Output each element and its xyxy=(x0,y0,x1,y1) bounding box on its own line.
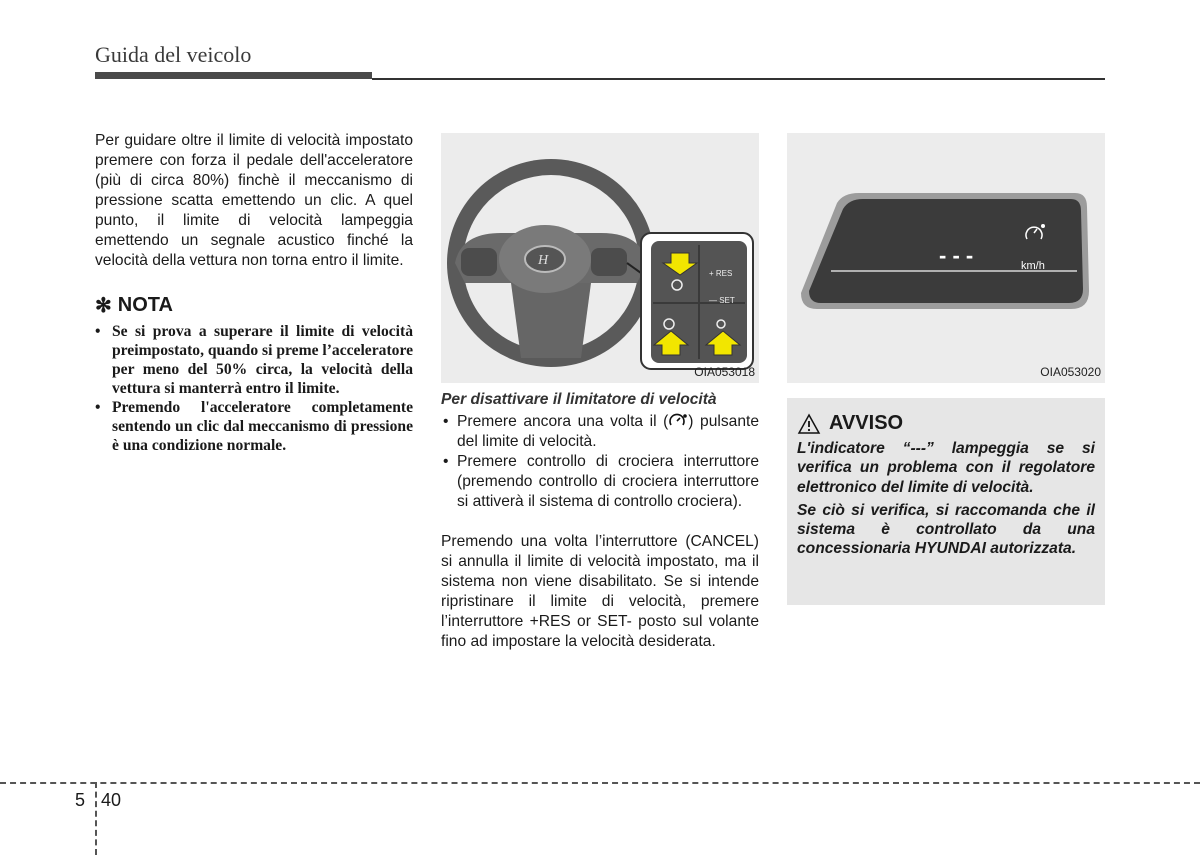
steering-wheel-illustration xyxy=(441,133,759,383)
intro-paragraph: Per guidare oltre il limite di velocità impostato premere con forza il pedale dell'acceleratore (più di circa 80%) finchè il meccanismo di pressione scatta emettendo un clic. A quel punto, il limite di velocità lampeggia emettendo un segnale acustico finché la velocità della vettura non torna entro il limite. xyxy=(95,132,413,269)
set-label: — SET xyxy=(709,296,735,305)
list-item: • Premere controllo di crociera interruttore (premendo controllo di crociera interruttore si attiverà il sistema di controllo crociera). xyxy=(441,452,759,512)
warning-paragraph: Se ciò si verifica, si raccomanda che il sistema è controllato da una concessionaria HYUNDAI autorizzata. xyxy=(797,501,1095,558)
page-number: 40 xyxy=(101,790,122,810)
speed-dashes: - - - xyxy=(939,243,974,268)
warning-title: AVVISO xyxy=(829,412,904,434)
nota-heading xyxy=(95,293,413,318)
footer-divider xyxy=(95,782,97,855)
speed-unit: km/h xyxy=(1021,260,1045,272)
left-column xyxy=(95,131,413,455)
warning-paragraph: L'indicatore “---” lampeggia se si verifica un problema con il regolatore elettronico del limite di velocità. xyxy=(797,440,1095,496)
figure-code: OIA053020 xyxy=(1040,365,1101,379)
item-text-before: Premere ancora una volta il ( xyxy=(457,413,669,430)
nota-item: • Se si prova a superare il limite di velocità preimpostato, quando si preme l’acceleratore per meno del 50% circa, la velocità della vettura si manterrà entro il limite. xyxy=(95,322,413,398)
warning-heading xyxy=(797,412,1095,435)
warning-triangle-icon xyxy=(797,413,821,435)
res-label: + RES xyxy=(709,269,733,278)
nota-title: NOTA xyxy=(117,294,173,316)
middle-column xyxy=(441,390,759,652)
header-title: Guida del veicolo xyxy=(95,42,252,67)
warning-box xyxy=(787,398,1105,605)
speed-limiter-icon xyxy=(668,413,688,429)
cancel-paragraph: Premendo una volta l’interruttore (CANCEL) si annulla il limite di velocità impostato, ma il sistema non viene disabilitato. Se si intende ripristinare il limite di velocità, premere l’interruttore +RES or SET- posto sul volante fino ad impostare la velocità desiderata. xyxy=(441,533,759,650)
footer-rule xyxy=(0,782,1200,784)
cluster-display-figure xyxy=(787,133,1105,383)
list-item xyxy=(441,412,759,452)
nota-list xyxy=(95,322,413,455)
cluster-display-illustration xyxy=(787,133,1105,383)
deactivate-heading: Per disattivare il limitatore di velocità xyxy=(441,391,717,408)
nota-item: • Premendo l'acceleratore completamente sentendo un clic dal meccanismo di pressione è una condizione normale. xyxy=(95,398,413,455)
figure-code: OIA053018 xyxy=(694,365,755,379)
deactivate-list xyxy=(441,412,759,512)
header-rule xyxy=(372,78,1105,80)
svg-text:H: H xyxy=(538,253,549,268)
nota-asterisk-icon: ✻ xyxy=(95,295,112,317)
section-number: 5 xyxy=(75,790,86,810)
item-text-after: ) pulsante del limite di velocità. xyxy=(457,413,759,450)
steering-wheel-figure xyxy=(441,133,759,383)
header-bar xyxy=(95,72,372,79)
